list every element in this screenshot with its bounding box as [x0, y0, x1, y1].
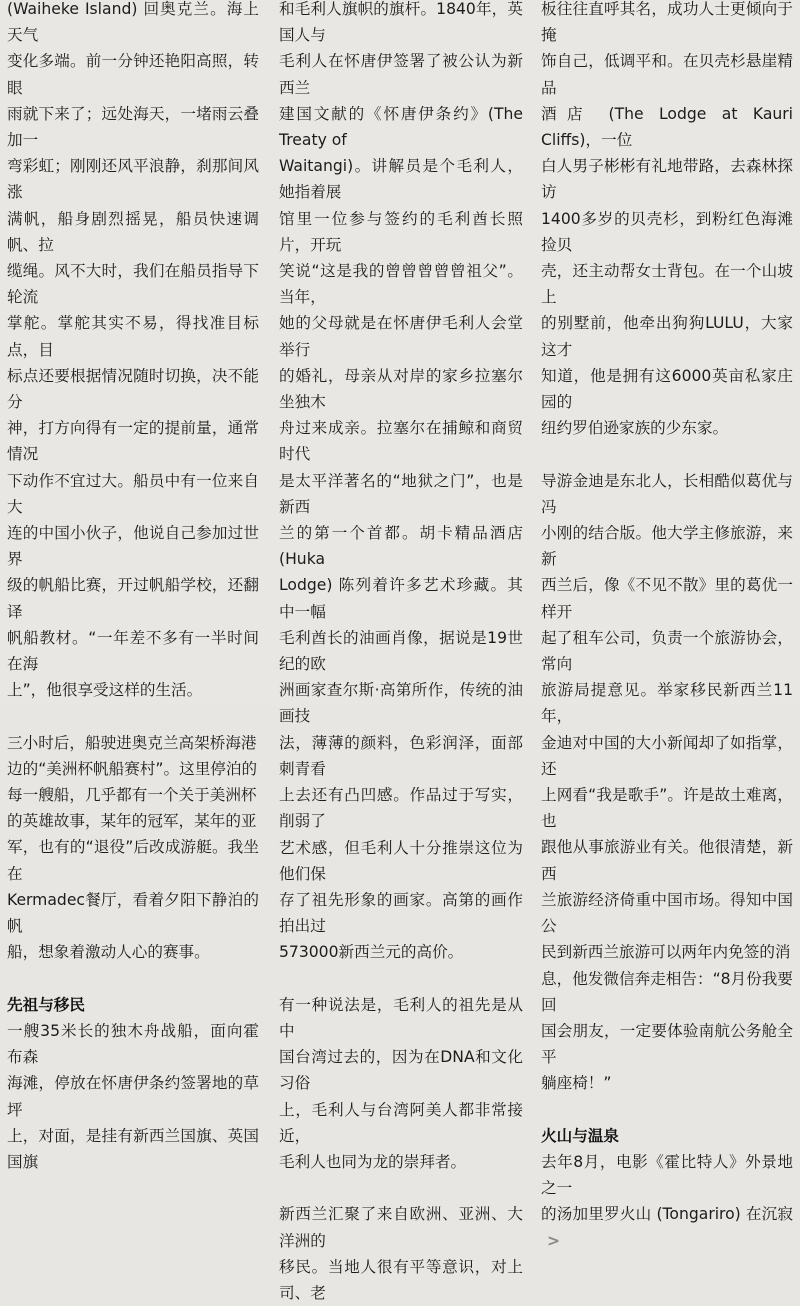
line: 躺座椅！”: [541, 1074, 612, 1093]
line: 毛利人在怀唐伊签署了被公认为新西兰: [279, 52, 523, 97]
text-column-3: [541, 0, 793, 1254]
line: 白人男子彬彬有礼地带路，去森林探访: [541, 157, 793, 202]
line: 连的中国小伙子，他说自己参加过世界: [7, 524, 259, 569]
line: 缆绳。风不大时，我们在船员指导下轮流: [7, 262, 259, 307]
line: 变化多端。前一分钟还艳阳高照，转眼: [7, 52, 259, 97]
line: 知道，他是拥有这6000英亩私家庄园的: [541, 366, 793, 412]
line: 西兰后，像《不见不散》里的葛优一样开: [541, 576, 793, 621]
line: 是太平洋著名的“地狱之门”，也是新西: [279, 471, 523, 516]
line: 去年8月，电影《霍比特人》外景地之一: [541, 1152, 793, 1198]
section-title-ancestors: 先祖与移民: [7, 995, 85, 1014]
line: 毛利人也同为龙的崇拜者。: [279, 1152, 467, 1171]
line: 573000新西兰元的高价。: [279, 943, 464, 962]
line: 下动作不宜过大。船员中有一位来自大: [7, 471, 259, 516]
line: 存了祖先形象的画家。高第的画作拍出过: [279, 890, 523, 936]
line: 海滩，停放在怀唐伊条约签署地的草坪: [7, 1074, 259, 1119]
line: 板往往直呼其名，成功人士更倾向于掩: [541, 0, 793, 45]
line: 新西兰汇聚了来自欧洲、亚洲、大洋洲的: [279, 1205, 523, 1250]
line: 的汤加里罗火山 (Tongariro) 在沉寂: [541, 1205, 793, 1224]
paragraph-tour-guide: [541, 468, 793, 1097]
line: Kermadec餐厅，看着夕阳下静泊的帆: [7, 890, 259, 936]
line: Waitangi)。讲解员是个毛利人，她指着展: [279, 157, 523, 202]
line: 国台湾过去的，因为在DNA和文化习俗: [279, 1048, 523, 1093]
line: 笑说“这是我的曾曾曾曾曾祖父”。当年，: [279, 262, 523, 307]
line: 移民。当地人很有平等意识，对上司、老: [279, 1257, 523, 1302]
line: 和毛利人旗帜的旗杆。1840年，英国人与: [279, 0, 523, 45]
line: 边的“美洲杯帆船赛村”。这里停泊的: [7, 759, 258, 778]
line: 毛利酋长的油画肖像，据说是19世纪的欧: [279, 628, 523, 674]
section-title-volcano: 火山与温泉: [541, 1126, 619, 1145]
line: 艺术感，但毛利人十分推崇这位为他们保: [279, 838, 523, 883]
line: 建国文献的《怀唐伊条约》(The Treaty of: [279, 104, 523, 150]
line: 的别墅前，他牵出狗狗LULU，大家这才: [541, 314, 793, 359]
line: 壳，还主动帮女士背包。在一个山坡上: [541, 262, 793, 307]
line: 酒店 (The Lodge at Kauri Cliffs)，一位: [541, 104, 793, 150]
line: 每一艘船，几乎都有一个关于美洲杯: [7, 786, 257, 805]
line: 国会朋友，一定要体验南航公务舱全平: [541, 1021, 793, 1067]
line: 上，毛利人与台湾阿美人都非常接近，: [279, 1100, 523, 1145]
paragraph-taiwan-origin: [279, 992, 523, 1175]
line: 满帆，船身剧烈摇晃，船员快速调帆、拉: [7, 209, 259, 254]
line: 纽约罗伯逊家族的少东家。: [541, 419, 729, 438]
paragraph-sailing: [7, 0, 259, 703]
line: 她的父母就是在怀唐伊毛利人会堂举行: [279, 314, 523, 359]
line: 一艘35米长的独木舟战船，面向霍布森: [7, 1021, 259, 1067]
text-column-1: [7, 0, 259, 1175]
line: 1400多岁的贝壳杉，到粉红色海滩捡贝: [541, 209, 793, 254]
line: 跟他从事旅游业有关。他很清楚，新西: [541, 838, 793, 883]
line: 船，想象着激动人心的赛事。: [7, 943, 210, 962]
paragraph-canoe: [7, 1018, 259, 1175]
line: 起了租车公司，负责一个旅游协会，常向: [541, 628, 793, 674]
paragraph-immigrants: [279, 1201, 523, 1306]
line: 兰的第一个首都。胡卡精品酒店 (Huka: [279, 524, 523, 569]
line: 帆船教材。“一年差不多有一半时间在海: [7, 628, 259, 674]
line: 旅游局提意见。举家移民新西兰11年，: [541, 681, 793, 726]
line: 兰旅游经济倚重中国市场。得知中国公: [541, 890, 793, 936]
line: 导游金迪是东北人，长相酷似葛优与冯: [541, 471, 793, 516]
line: Lodge) 陈列着许多艺术珍藏。其中一幅: [279, 576, 523, 621]
paragraph-tongariro: [541, 1149, 793, 1254]
line: 标点还要根据情况随时切换，决不能分: [7, 366, 259, 412]
line: 弯彩虹；刚刚还风平浪静，刹那间风涨: [7, 157, 259, 202]
line: 的英雄故事，某年的冠军，某年的亚: [7, 812, 257, 831]
line: 舟过来成亲。拉塞尔在捕鲸和商贸时代: [279, 419, 523, 464]
line: 小刚的结合版。他大学主修旅游，来新: [541, 524, 793, 569]
continue-arrow-icon: >: [547, 1231, 561, 1250]
line: 级的帆船比赛，开过帆船学校，还翻译: [7, 576, 259, 621]
paragraph-treaty: [279, 0, 523, 966]
line: 军，也有的“退役”后改成游艇。我坐在: [7, 838, 259, 883]
line: 上”，他很享受这样的生活。: [7, 681, 203, 700]
line: 神，打方向得有一定的提前量，通常情况: [7, 419, 259, 464]
line: 上去还有凸凹感。作品过于写实，削弱了: [279, 786, 523, 831]
paragraph-americas-cup: [7, 730, 259, 966]
line: 息，他发微信奔走相告：“8月份我要回: [541, 969, 793, 1014]
line: 上，对面，是挂有新西兰国旗、英国国旗: [7, 1126, 259, 1171]
line: 馆里一位参与签约的毛利酋长照片，开玩: [279, 209, 523, 254]
line: 的婚礼，母亲从对岸的家乡拉塞尔坐独木: [279, 366, 523, 412]
line: 雨就下来了；远处海天，一堵雨云叠加一: [7, 104, 259, 150]
line: 洲画家查尔斯·高第所作，传统的油画技: [279, 681, 523, 726]
line: 上网看“我是歌手”。许是故土难离，也: [541, 786, 793, 831]
line: 民到新西兰旅游可以两年内免签的消: [541, 943, 791, 962]
line: 掌舵。掌舵其实不易，得找准目标点，目: [7, 314, 259, 359]
text-column-2: [279, 0, 523, 1306]
line: 法，薄薄的颜料，色彩润泽，面部刺青看: [279, 733, 523, 778]
line: 三小时后，船驶进奥克兰高架桥海港: [7, 733, 257, 752]
line: 有一种说法是，毛利人的祖先是从中: [279, 995, 523, 1040]
line: 饰自己，低调平和。在贝壳杉悬崖精品: [541, 52, 793, 97]
line: 金迪对中国的大小新闻却了如指掌，还: [541, 733, 793, 778]
paragraph-kauri-cliffs: [541, 0, 793, 441]
line: (Waiheke Island) 回奥克兰。海上天气: [7, 0, 259, 45]
